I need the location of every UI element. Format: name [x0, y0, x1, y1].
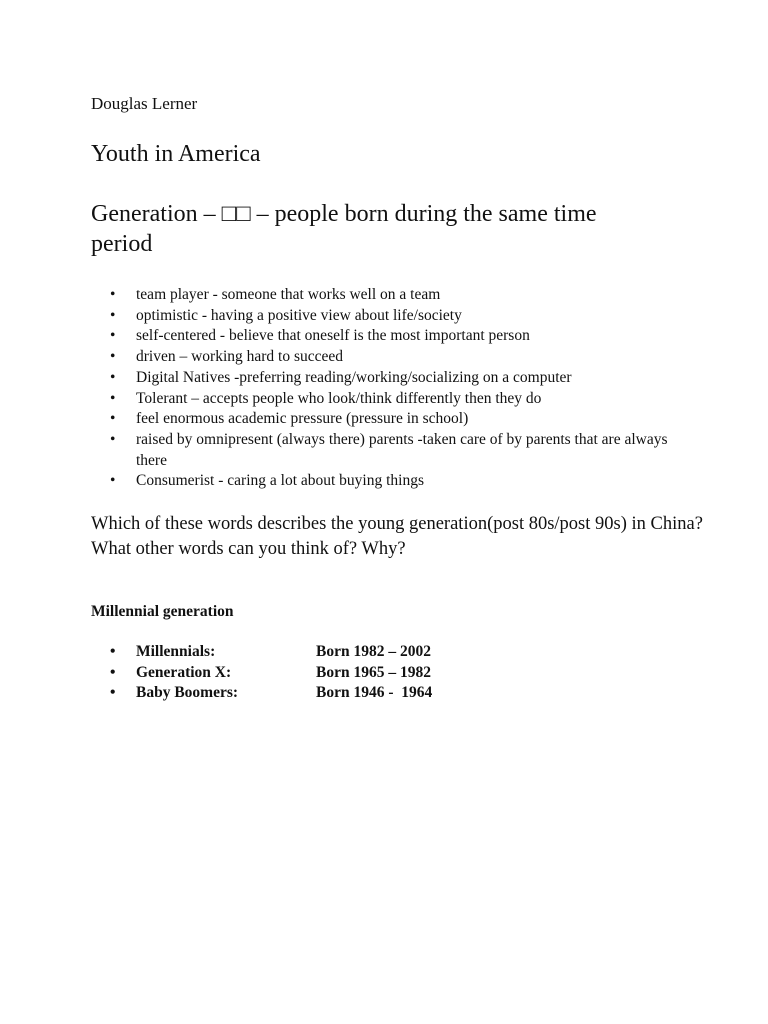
list-item: • self-centered - believe that oneself is the most important person [91, 326, 681, 347]
list-item: • Digital Natives -preferring reading/working/socializing on a computer [91, 368, 681, 389]
document-title: Youth in America [91, 141, 261, 167]
generation-definition: Generation – □□ – people born during the same time period [91, 201, 597, 257]
generation-name: • Baby Boomers: [136, 684, 239, 702]
generations-list [91, 642, 432, 704]
generation-years: Born 1965 – 1982 [316, 663, 431, 681]
generation-years: Born 1946 - 1964 [316, 684, 433, 702]
generation-item [91, 642, 432, 663]
list-item: • driven – working hard to succeed [91, 347, 681, 368]
generation-name: • Millennials: [136, 643, 216, 660]
list-item: • Tolerant – accepts people who look/think differently then they do [91, 389, 681, 410]
list-item: • team player - someone that works well on a team [91, 285, 681, 306]
list-item: • optimistic - having a positive view about life/society [91, 306, 681, 327]
generation-item [91, 663, 432, 684]
list-item: • feel enormous academic pressure (pressure in school) [91, 409, 681, 430]
author-name: Douglas Lerner [91, 94, 198, 113]
list-item: • Consumerist - caring a lot about buying things [91, 471, 681, 492]
list-item: • raised by omnipresent (always there) parents -taken care of by parents that are always there [91, 430, 681, 471]
generation-years: Born 1982 – 2002 [316, 643, 431, 660]
traits-list [91, 285, 681, 492]
generation-item [91, 683, 432, 704]
generation-name: • Generation X: [136, 663, 232, 681]
discussion-question: Which of these words describes the young generation(post 80s/post 90s) in China? What other words can you think of? Why? [91, 514, 703, 559]
section-heading: Millennial generation [91, 603, 234, 620]
